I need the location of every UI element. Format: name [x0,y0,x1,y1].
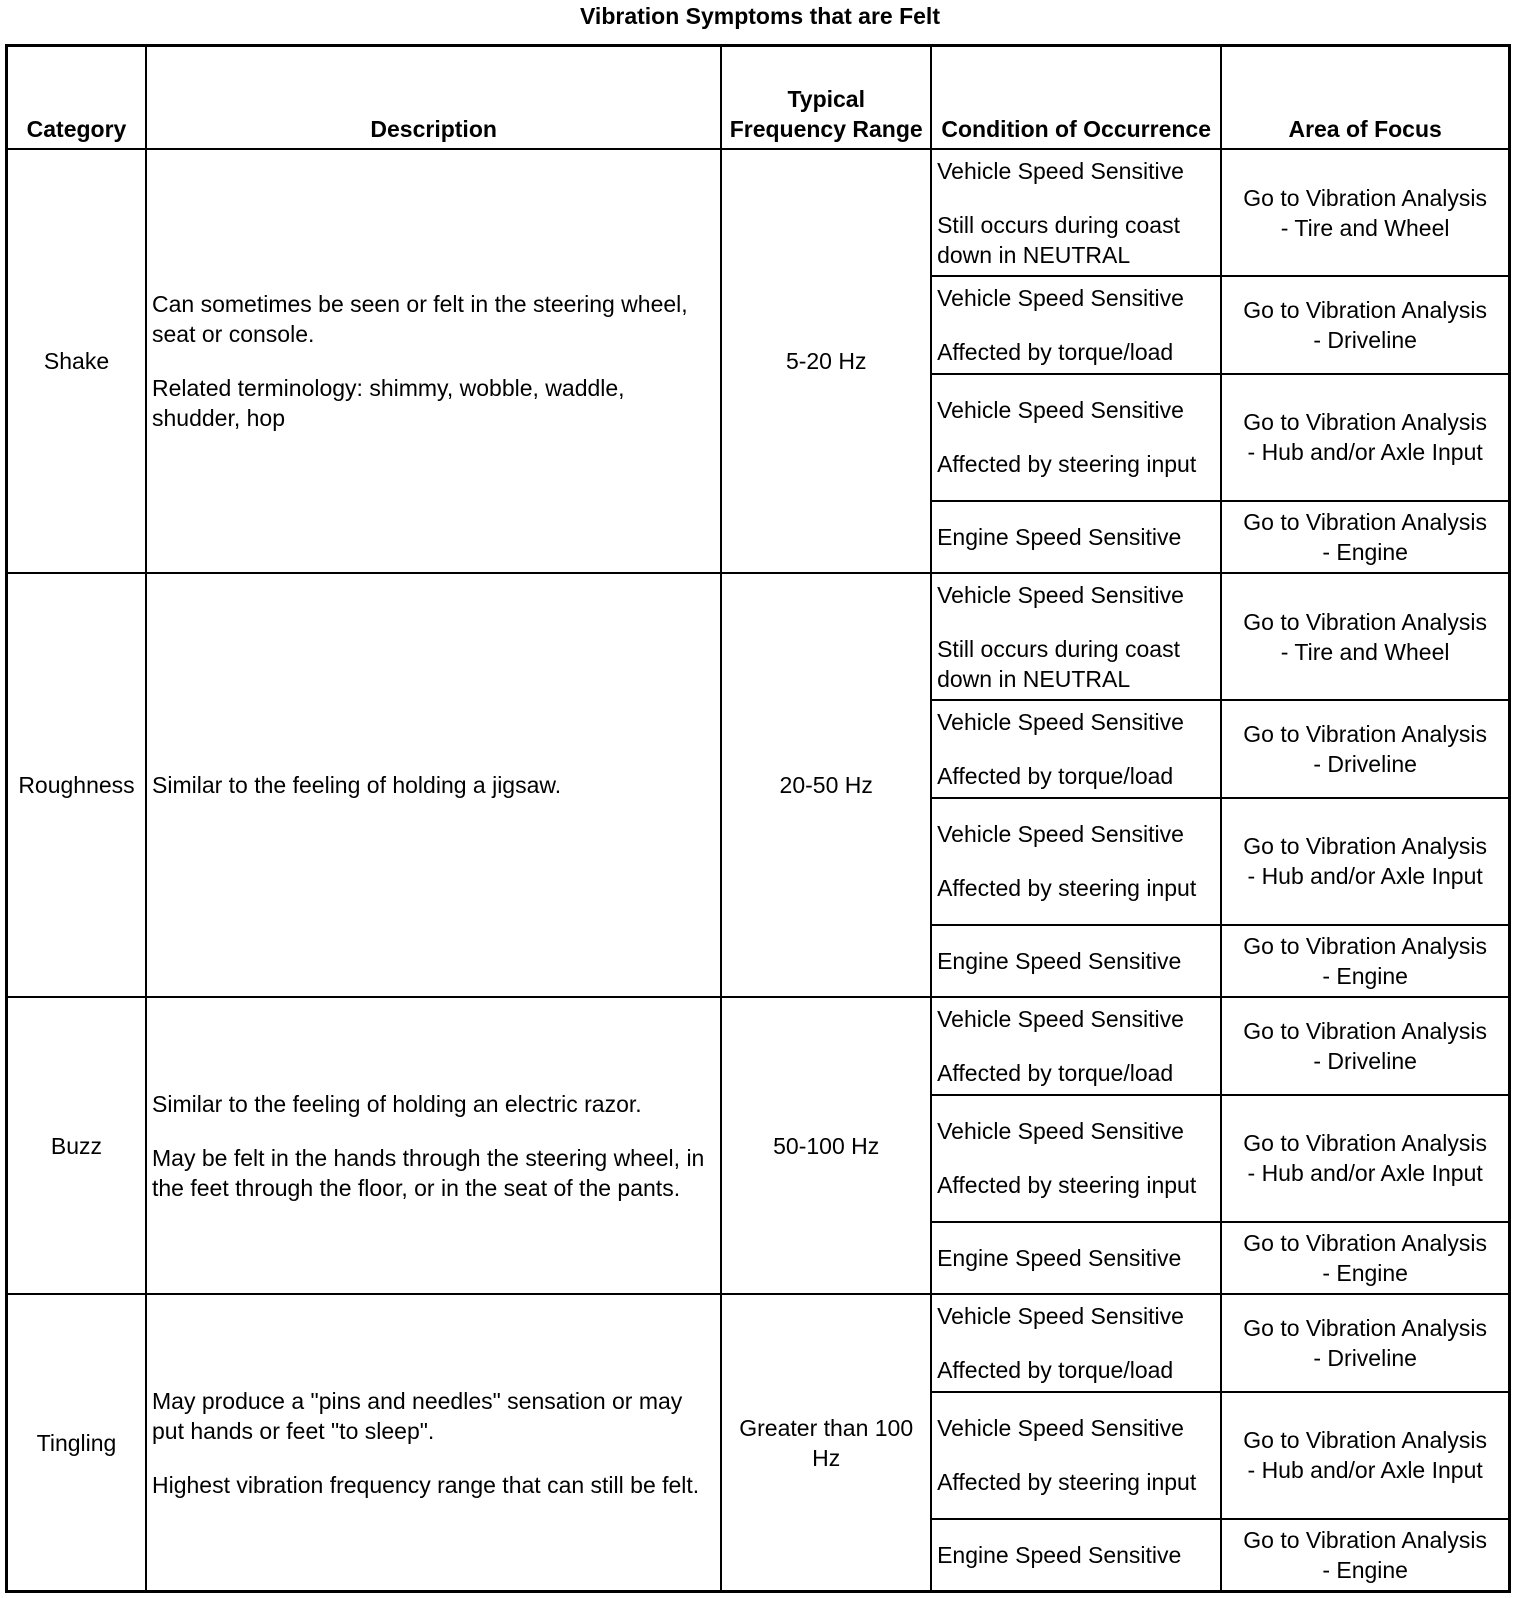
table-row [7,1294,1510,1392]
condition-cell [931,1222,1221,1295]
description-cell [146,149,721,573]
area-text: Go to Vibration Analysis [1243,1018,1488,1045]
area-target: - Engine [1322,538,1408,565]
area-text: Go to Vibration Analysis [1243,720,1488,747]
area-cell [1221,997,1509,1095]
area-text: Go to Vibration Analysis [1243,833,1488,860]
area-cell [1221,1095,1509,1222]
area-target: - Driveline [1313,750,1417,777]
condition-detail: Still occurs during coast down in NEUTRAL [937,635,1180,692]
area-target: - Driveline [1313,326,1417,353]
condition-text: Vehicle Speed Sensitive [937,821,1184,848]
table-row [7,149,1510,276]
area-cell [1221,925,1509,998]
table-row [7,997,1510,1095]
condition-text: Vehicle Speed Sensitive [937,1006,1184,1033]
area-target: - Tire and Wheel [1280,638,1450,665]
condition-cell [931,1519,1221,1592]
area-text: Go to Vibration Analysis [1243,409,1488,436]
category-cell: Shake [7,149,147,573]
area-target: - Driveline [1313,1048,1417,1075]
condition-text: Vehicle Speed Sensitive [937,708,1184,735]
condition-cell [931,1294,1221,1392]
condition-detail: Affected by steering input [937,451,1197,478]
area-text: Go to Vibration Analysis [1243,1230,1488,1257]
condition-cell [931,1095,1221,1222]
condition-text: Vehicle Speed Sensitive [937,581,1184,608]
area-target: - Tire and Wheel [1280,214,1450,241]
area-target: - Hub and/or Axle Input [1247,439,1483,466]
description-text: Similar to the feeling of holding an electric razor. [152,1090,642,1117]
area-cell [1221,798,1509,925]
area-cell [1221,276,1509,374]
area-cell [1221,1519,1509,1592]
condition-detail: Affected by torque/load [937,338,1174,365]
area-target: - Hub and/or Axle Input [1247,1457,1483,1484]
condition-cell [931,276,1221,374]
header-frequency: Typical Frequency Range [721,46,931,150]
condition-cell [931,1392,1221,1519]
category-cell: Tingling [7,1294,147,1591]
condition-text: Engine Speed Sensitive [937,1245,1182,1272]
area-target: - Engine [1322,1260,1408,1287]
area-target: - Hub and/or Axle Input [1247,1160,1483,1187]
area-cell [1221,573,1509,700]
area-cell [1221,700,1509,798]
condition-cell [931,149,1221,276]
description-cell [146,1294,721,1591]
condition-detail: Affected by steering input [937,1469,1197,1496]
area-cell [1221,1294,1509,1392]
condition-cell [931,925,1221,998]
condition-detail: Affected by steering input [937,875,1197,902]
area-cell [1221,374,1509,501]
area-target: - Hub and/or Axle Input [1247,863,1483,890]
area-text: Go to Vibration Analysis [1243,508,1488,535]
frequency-cell: 5-20 Hz [721,149,931,573]
area-text: Go to Vibration Analysis [1243,608,1488,635]
frequency-cell: 50-100 Hz [721,997,931,1294]
condition-cell [931,573,1221,700]
condition-cell [931,501,1221,574]
condition-cell [931,798,1221,925]
area-text: Go to Vibration Analysis [1243,1315,1488,1342]
area-cell [1221,1392,1509,1519]
area-text: Go to Vibration Analysis [1243,184,1488,211]
category-cell: Roughness [7,573,147,997]
condition-cell [931,374,1221,501]
area-target: - Engine [1322,1556,1408,1583]
header-description: Description [146,46,721,150]
condition-cell [931,700,1221,798]
condition-cell [931,997,1221,1095]
header-area: Area of Focus [1221,46,1509,150]
condition-text: Vehicle Speed Sensitive [937,157,1184,184]
condition-text: Engine Speed Sensitive [937,523,1182,550]
condition-text: Vehicle Speed Sensitive [937,284,1184,311]
header-row [7,46,1510,150]
area-text: Go to Vibration Analysis [1243,1526,1488,1553]
area-cell [1221,1222,1509,1295]
condition-text: Vehicle Speed Sensitive [937,1415,1184,1442]
description-cell [146,573,721,997]
frequency-cell: Greater than 100 Hz [721,1294,931,1591]
condition-text: Vehicle Speed Sensitive [937,1118,1184,1145]
area-text: Go to Vibration Analysis [1243,1130,1488,1157]
condition-text: Vehicle Speed Sensitive [937,397,1184,424]
description-text: Related terminology: shimmy, wobble, waddle, shudder, hop [152,375,625,432]
category-cell: Buzz [7,997,147,1294]
description-text: Similar to the feeling of holding a jigsaw. [152,772,562,799]
description-text: Can sometimes be seen or felt in the steering wheel, seat or console. [152,291,688,348]
description-text: May produce a "pins and needles" sensation or may put hands or feet "to sleep". [152,1387,683,1444]
condition-detail: Affected by torque/load [937,1060,1174,1087]
area-text: Go to Vibration Analysis [1243,1427,1488,1454]
description-cell [146,997,721,1294]
area-cell [1221,501,1509,574]
area-text: Go to Vibration Analysis [1243,296,1488,323]
condition-detail: Affected by steering input [937,1172,1197,1199]
header-condition: Condition of Occurrence [931,46,1221,150]
vibration-symptoms-table [5,44,1511,1593]
area-target: - Driveline [1313,1345,1417,1372]
condition-text: Vehicle Speed Sensitive [937,1303,1184,1330]
description-text: May be felt in the hands through the steering wheel, in the feet through the floor, or in the seat of the pants. [152,1144,705,1201]
area-target: - Engine [1322,962,1408,989]
frequency-cell: 20-50 Hz [721,573,931,997]
description-text: Highest vibration frequency range that can still be felt. [152,1471,700,1498]
condition-detail: Affected by torque/load [937,762,1174,789]
condition-detail: Affected by torque/load [937,1357,1174,1384]
area-text: Go to Vibration Analysis [1243,932,1488,959]
page-title: Vibration Symptoms that are Felt [580,3,940,29]
table-row [7,573,1510,700]
area-cell [1221,149,1509,276]
condition-text: Engine Speed Sensitive [937,947,1182,974]
condition-text: Engine Speed Sensitive [937,1541,1182,1568]
header-category: Category [7,46,147,150]
condition-detail: Still occurs during coast down in NEUTRAL [937,211,1180,268]
